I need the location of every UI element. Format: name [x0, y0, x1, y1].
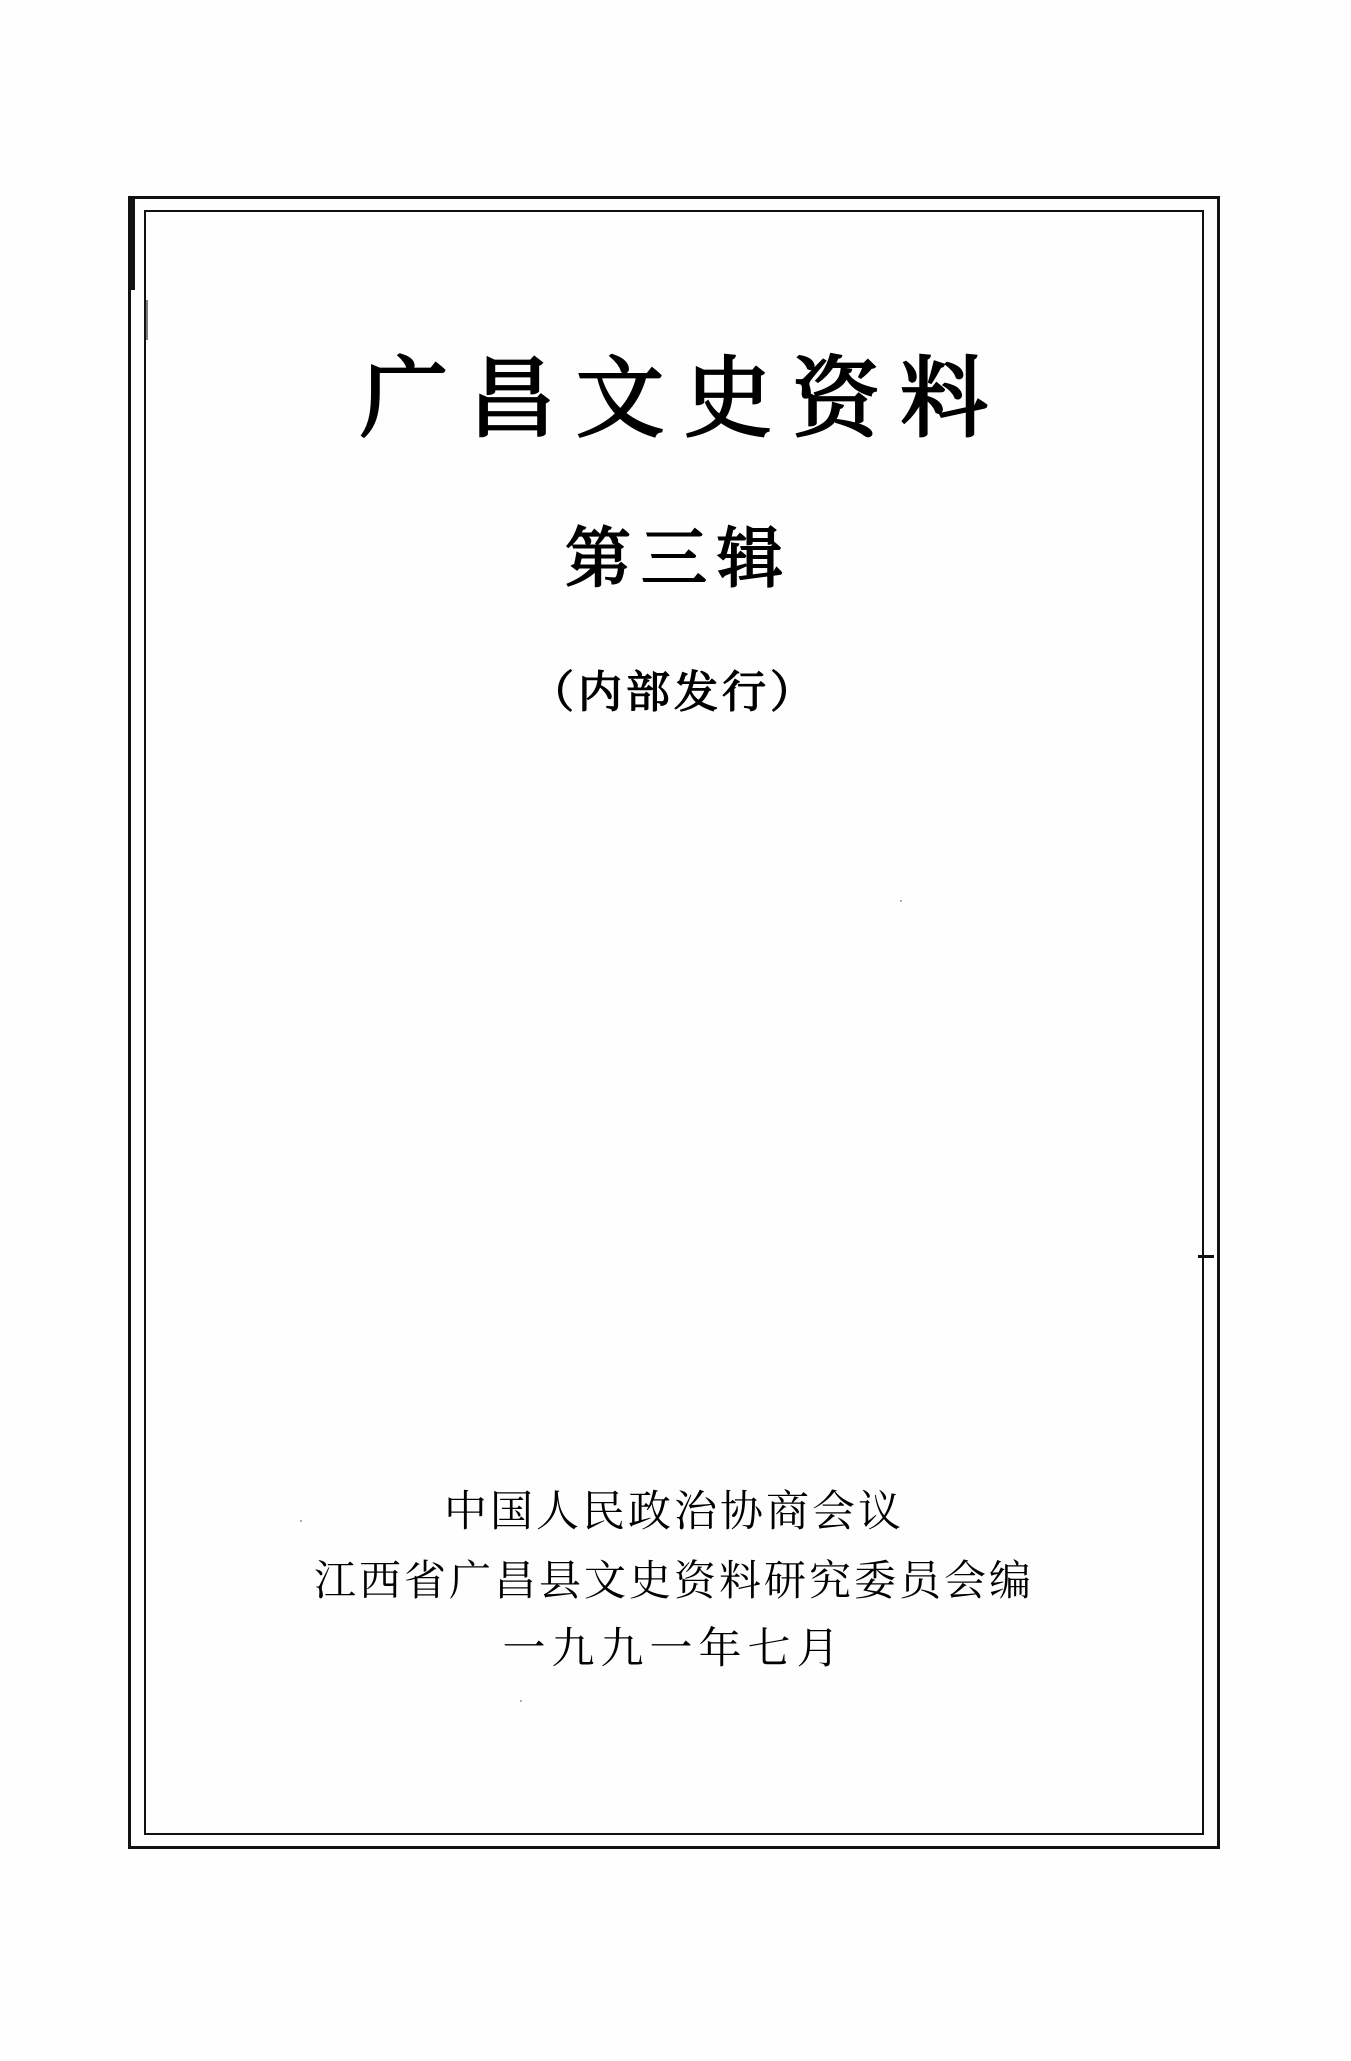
cover-content	[144, 210, 1204, 1835]
publisher-line-2: 江西省广昌县文史资料研究委员会编	[313, 1556, 1034, 1606]
volume-label: 第三辑	[565, 518, 793, 597]
scan-speckle	[300, 1520, 302, 1522]
distribution-note: （内部发行）	[530, 666, 818, 718]
scan-artifact-mark	[131, 198, 135, 290]
publication-date: 一九九一年七月	[502, 1624, 846, 1675]
publisher-line-1: 中国人民政治协商会议	[444, 1486, 904, 1537]
scan-speckle	[900, 900, 902, 902]
page-title: 广昌文史资料	[359, 346, 1008, 450]
publisher-imprint	[144, 1478, 1204, 1685]
scan-speckle	[520, 1700, 522, 1702]
